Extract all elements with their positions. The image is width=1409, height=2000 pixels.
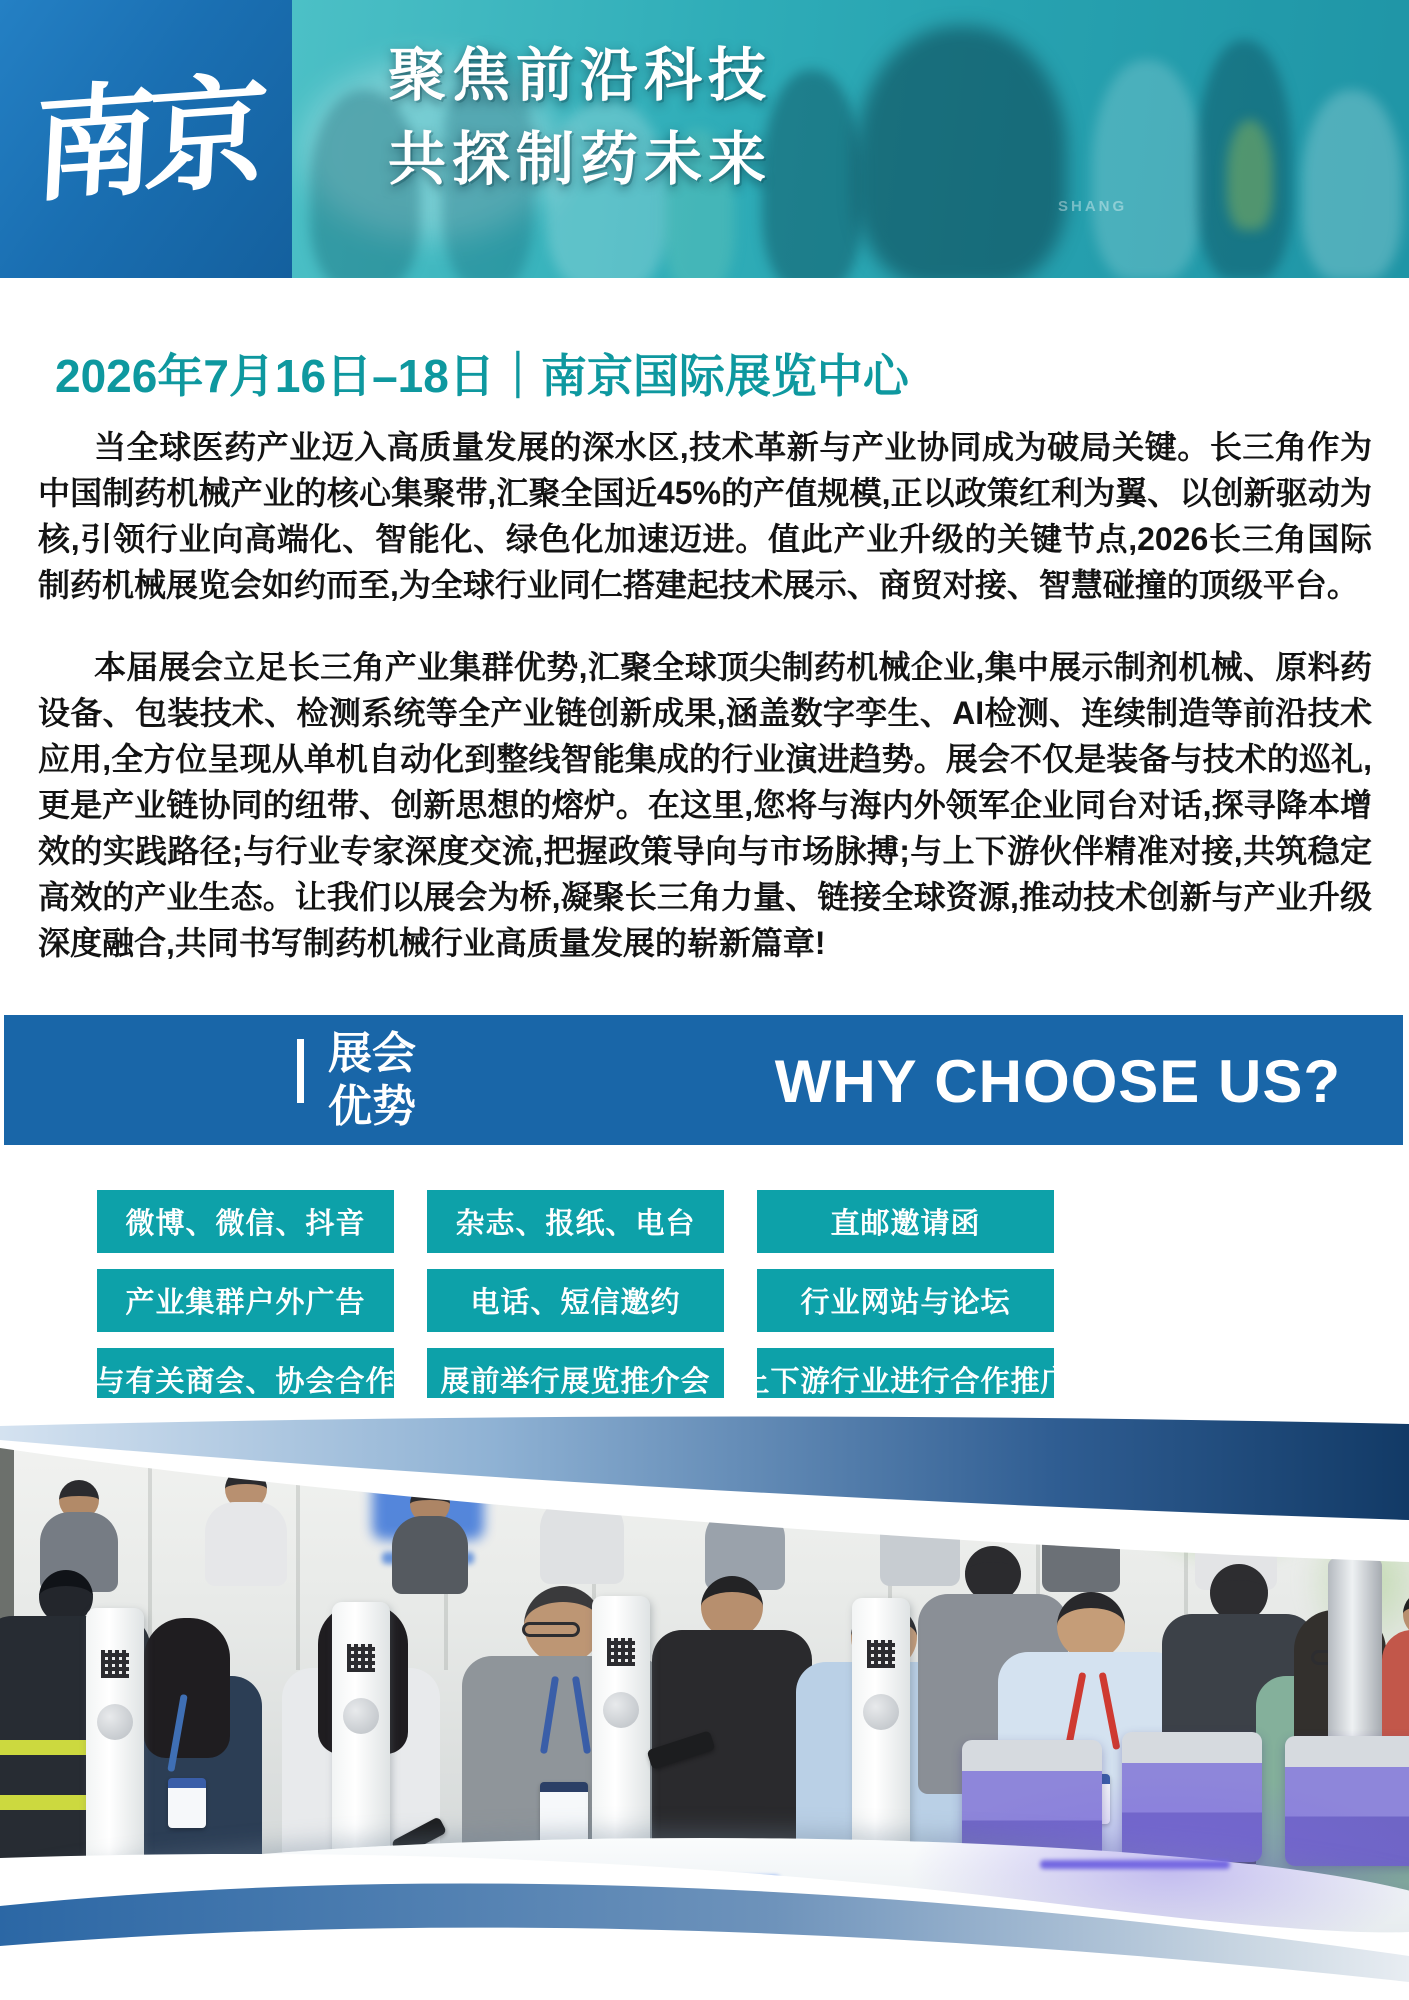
bottom-swoosh — [0, 1838, 1409, 2000]
section-title-line2: 优势 — [328, 1082, 416, 1131]
advantage-button: 与有关商会、协会合作 — [97, 1348, 394, 1411]
advantages-banner — [4, 1015, 1403, 1145]
crowd-silhouette — [857, 26, 1067, 278]
advantage-button: 行业网站与论坛 — [757, 1269, 1054, 1332]
advantage-button: 产业集群户外广告 — [97, 1269, 394, 1332]
nanjing-logo-block — [0, 0, 292, 278]
section-title-en: WHY CHOOSE US? — [774, 1048, 1341, 1115]
advantage-button: 电话、短信邀约 — [427, 1269, 724, 1332]
advantage-grid — [95, 1190, 1071, 1411]
crowd-silhouette — [1092, 60, 1202, 278]
headline-line2: 共探制药未来 — [388, 127, 773, 192]
advantage-button: 展前举行展览推介会 — [427, 1348, 724, 1411]
crowd-silhouette — [1302, 90, 1402, 278]
crowd-silhouette — [762, 70, 862, 278]
headline — [388, 34, 772, 202]
intro-paragraph-2: 本届展会立足长三角产业集群优势,汇聚全球顶尖制药机械企业,集中展示制剂机械、原料药设备、包装技术、检测系统等全产业链创新成果,涵盖数字孪生、AI检测、连续制造等前沿技术应用,全方位呈现从单机自动化到整线智能集成的行业演进趋势。展会不仅是装备与技术的巡礼,更是产业链协同的纽带、创新思想的熔炉。在这里,您将与海内外领军企业同台对话,探寻降本增效的实践路径;与行业专家深度交流,把握政策导向与市场脉搏;与上下游伙伴精准对接,共筑稳定高效的产业生态。让我们以展会为桥,凝聚长三角力量、链接全球资源,推动技术创新与产业升级深度融合,共同书写制药机械行业高质量发展的崭新篇章! — [38, 649, 1372, 961]
advantage-button: 上下游行业进行合作推广 — [757, 1348, 1054, 1411]
advantage-button: 直邮邀请函 — [757, 1190, 1054, 1253]
title-accent-bar — [297, 1039, 304, 1103]
hivis-vest-silhouette — [1227, 120, 1273, 230]
advantage-button: 杂志、报纸、电台 — [427, 1190, 724, 1253]
date-venue-heading: 2026年7月16日–18日｜南京国际展览中心 — [55, 350, 909, 402]
photo-watermark: SHANG — [1058, 198, 1128, 215]
header-photo-banner — [292, 0, 1409, 278]
headline-line1: 聚焦前沿科技 — [388, 43, 773, 108]
nanjing-calligraphy-logo: 南京 — [30, 58, 262, 220]
swoosh-divider — [0, 1398, 1409, 1568]
section-title-line1: 展会 — [328, 1029, 416, 1078]
advantage-button: 微博、微信、抖音 — [97, 1190, 394, 1253]
section-title-cn — [328, 1027, 416, 1133]
intro-paragraph-1: 当全球医药产业迈入高质量发展的深水区,技术革新与产业协同成为破局关键。长三角作为中国制药机械产业的核心集聚带,汇聚全国近45%的产值规模,正以政策红利为翼、以创新驱动为核,引领行业向高端化、智能化、绿色化加速迈进。值此产业升级的关键节点,2026长三角国际制药机械展览会如约而至,为全球行业同仁搭建起技术展示、商贸对接、智慧碰撞的顶级平台。 — [38, 429, 1372, 603]
header — [0, 0, 1409, 278]
